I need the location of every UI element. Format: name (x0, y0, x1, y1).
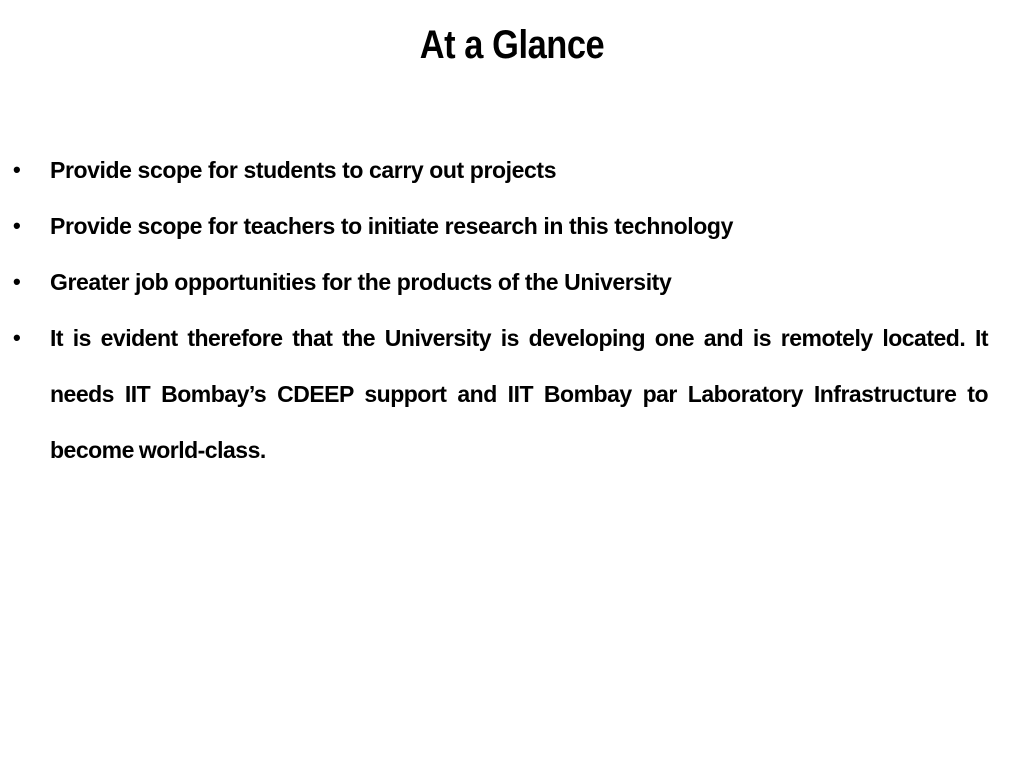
bullet-item (0, 198, 1024, 254)
bullet-text: Greater job opportunities for the products of the University (50, 269, 672, 295)
bullet-icon: • (13, 269, 21, 294)
bullet-item (0, 310, 1024, 478)
bullet-icon: • (13, 325, 21, 350)
bullet-list (0, 142, 1024, 478)
bullet-item (0, 142, 1024, 198)
bullet-text: Provide scope for teachers to initiate research in this technology (50, 213, 733, 239)
bullet-item (0, 254, 1024, 310)
bullet-text: It is evident therefore that the University is developing one and is remotely located. It needs IIT Bombay’s CDEEP support and IIT Bombay par Laboratory Infrastructure to become world-class. (50, 325, 988, 463)
bullet-icon: • (13, 213, 21, 238)
bullet-icon: • (13, 157, 21, 182)
bullet-text: Provide scope for students to carry out projects (50, 157, 557, 183)
slide-title: At a Glance (419, 23, 605, 67)
